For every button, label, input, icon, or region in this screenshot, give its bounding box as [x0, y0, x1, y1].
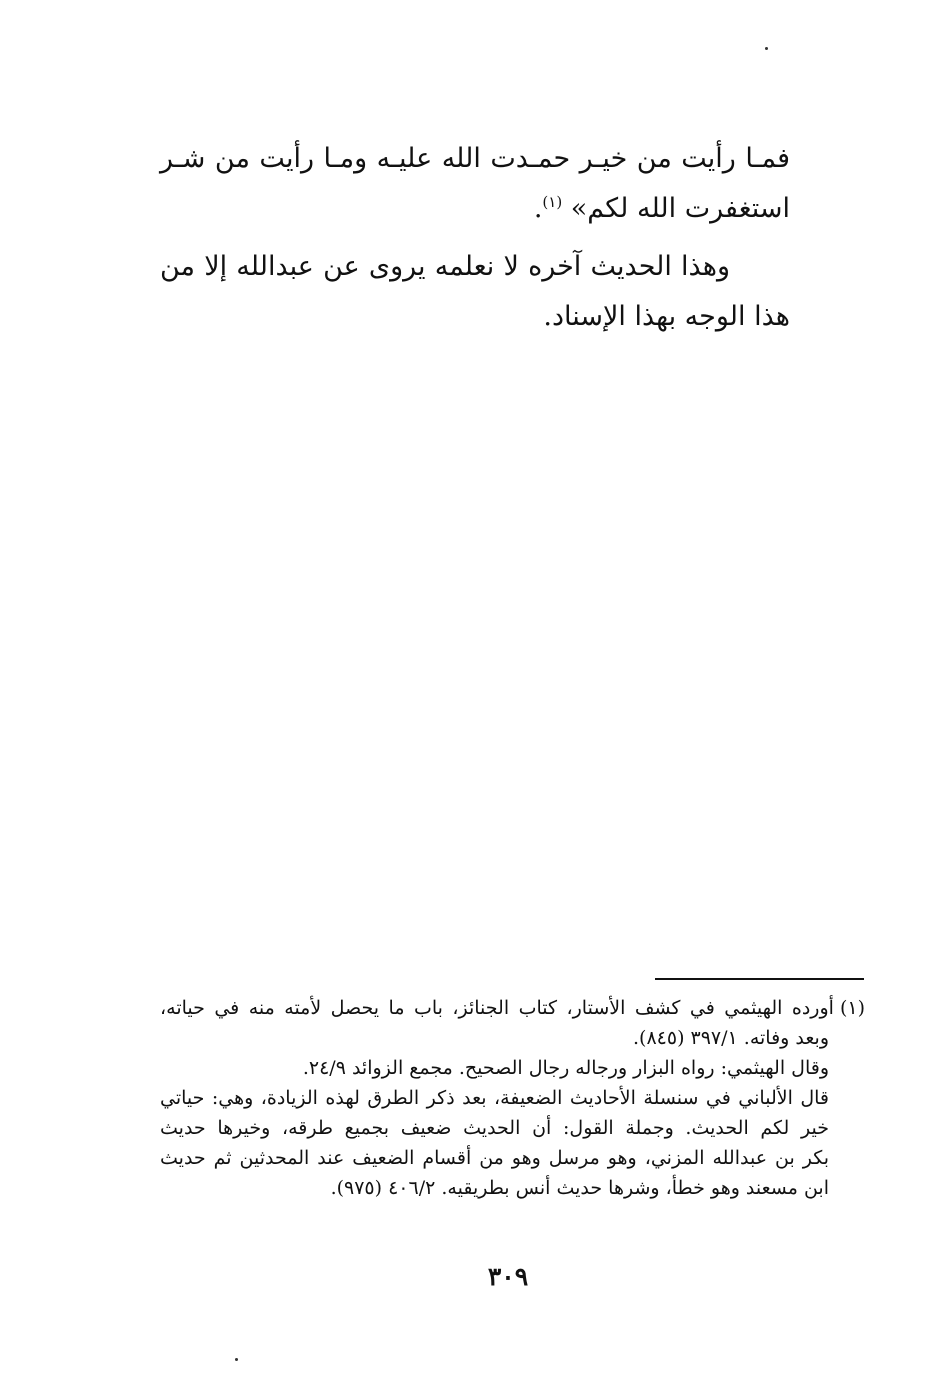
paragraph-2-line-1: وهذا الحديث آخره لا نعلمه يروى عن عبدالله إلا من: [160, 251, 730, 282]
footnote-1-line-3: وقال الهيثمي: رواه البزار ورجاله رجال الصحيح. مجمع الزوائد ٢٤/٩.: [302, 1057, 829, 1079]
main-text: [160, 134, 790, 342]
footnote-reference: (١): [542, 193, 563, 211]
paragraph-1: [160, 134, 790, 234]
paragraph-2-line-2: هذا الوجه بهذا الإسناد.: [543, 301, 790, 332]
paragraph-1-end-mark: .: [533, 193, 543, 224]
footnote-1-number: (١): [839, 997, 865, 1019]
paragraph-1-line-1: فمـا رأيت من خيـر حمـدت الله عليـه ومـا رأيت من شـر: [160, 143, 790, 174]
paragraph-1-line-2: [160, 184, 790, 234]
footnote-1-line-2: وبعد وفاته. ٣٩٧/١ (٨٤٥).: [632, 1027, 829, 1049]
footnote-1-line-1-text: أورده الهيثمي في كشف الأستار، كتاب الجنائز، باب ما يحصل لأمته منه في حياته،: [160, 997, 834, 1019]
footnote-1-line-1: [160, 993, 865, 1023]
footnote-1: [160, 993, 865, 1203]
footnote-1-line-5: خير لكم الحديث. وجملة القول: أن الحديث ضعيف بجميع طرقه، وخيرها حديث: [160, 1117, 829, 1139]
scan-speck: [765, 47, 768, 50]
paragraph-2: [160, 242, 790, 342]
paragraph-1-line-2-text: استغفرت الله لكم»: [570, 193, 790, 224]
page-number: ٣٠٩: [487, 1262, 529, 1291]
footnotes: [160, 993, 865, 1203]
footnote-1-line-6: بكر بن عبدالله المزني، وهو مرسل وهو من أقسام الضعيف عند المحدثين ثم حديث: [160, 1147, 829, 1169]
footnote-1-line-7: ابن مسعند وهو خطأ، وشرها حديث أنس بطريقيه. ٤٠٦/٢ (٩٧٥).: [330, 1177, 829, 1199]
footnote-1-line-4: قال الألباني في سنسلة الأحاديث الضعيفة، بعد ذكر الطرق لهذه الزيادة، وهي: حياتي: [160, 1087, 829, 1109]
scan-speck: [235, 1358, 238, 1361]
footnote-separator: [655, 978, 864, 980]
